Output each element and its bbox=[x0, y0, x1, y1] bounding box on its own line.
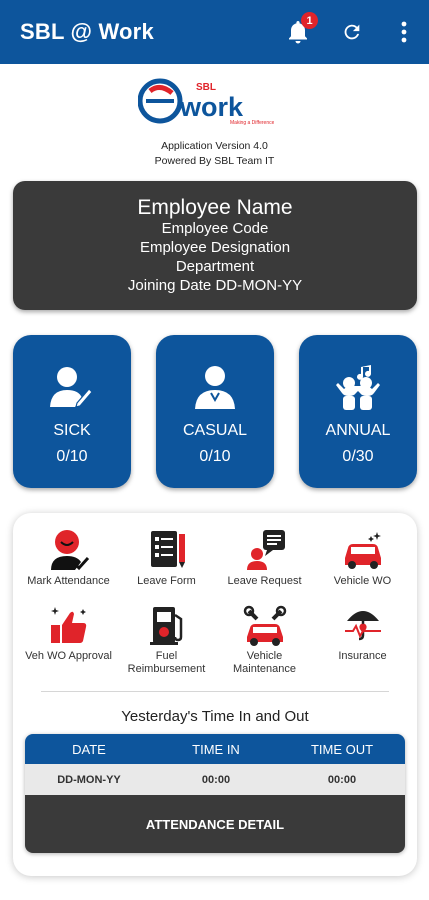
leave-value-sick: 0/10 bbox=[56, 448, 88, 465]
menu-vehicle-maintenance[interactable] bbox=[214, 603, 315, 676]
attendance-detail-button[interactable]: ATTENDANCE DETAIL bbox=[25, 795, 405, 853]
leave-card-casual[interactable] bbox=[156, 335, 274, 488]
fuel-pump-icon bbox=[145, 603, 189, 647]
menu-leave-form[interactable] bbox=[116, 528, 217, 588]
menu-panel bbox=[13, 513, 417, 876]
employee-department: Department bbox=[175, 258, 255, 275]
leave-label-sick: SICK bbox=[53, 422, 91, 439]
leave-request-icon bbox=[243, 528, 287, 572]
powered-by: Powered By SBL Team IT bbox=[154, 155, 275, 167]
menu-label: Leave Form bbox=[137, 575, 196, 587]
sick-person-icon bbox=[47, 363, 97, 413]
employee-joining-date: Joining Date DD-MON-YY bbox=[127, 277, 303, 294]
cell-time-out: 00:00 bbox=[327, 773, 357, 786]
employee-code: Employee Code bbox=[161, 220, 269, 237]
menu-label: Vehicle WO bbox=[333, 575, 392, 587]
leave-card-annual[interactable] bbox=[299, 335, 417, 488]
menu-label: Fuel Reimbursement bbox=[127, 650, 206, 675]
sbl-work-logo bbox=[138, 76, 274, 128]
leave-form-icon bbox=[145, 528, 189, 572]
app-version: Application Version 4.0 bbox=[161, 140, 268, 152]
logo-brand-word: work bbox=[180, 92, 244, 122]
menu-fuel-reimbursement[interactable] bbox=[116, 603, 217, 676]
mark-attendance-icon bbox=[47, 528, 91, 572]
refresh-button[interactable] bbox=[325, 0, 379, 64]
car-wrench-icon bbox=[243, 603, 287, 647]
menu-label: Mark Attendance bbox=[27, 575, 110, 587]
menu-leave-request[interactable] bbox=[214, 528, 315, 588]
time-in-out-title: Yesterday's Time In and Out bbox=[121, 708, 309, 725]
employee-designation: Employee Designation bbox=[139, 239, 291, 256]
app-bar-actions bbox=[271, 0, 429, 64]
header-date: DATE bbox=[72, 741, 106, 757]
notification-badge: 1 bbox=[301, 12, 318, 29]
employee-name: Employee Name bbox=[137, 196, 293, 219]
menu-veh-wo-approval[interactable] bbox=[18, 603, 119, 663]
casual-person-icon bbox=[190, 363, 240, 413]
refresh-icon bbox=[341, 21, 363, 43]
cell-date: DD-MON-YY bbox=[57, 773, 121, 786]
overflow-menu-button[interactable] bbox=[379, 0, 429, 64]
menu-insurance[interactable] bbox=[312, 603, 413, 663]
app-title: SBL @ Work bbox=[20, 19, 154, 44]
leave-value-casual: 0/10 bbox=[199, 448, 231, 465]
logo-tagline: Making a Difference bbox=[230, 120, 274, 126]
menu-label: Insurance bbox=[338, 650, 387, 662]
employee-card bbox=[13, 181, 417, 310]
leave-label-casual: CASUAL bbox=[182, 422, 248, 439]
menu-label: Veh WO Approval bbox=[25, 650, 112, 662]
logo-brand-small: SBL bbox=[196, 82, 216, 93]
more-vert-icon bbox=[401, 21, 407, 43]
branding-area bbox=[0, 72, 429, 172]
menu-label: Vehicle Maintenance bbox=[233, 650, 296, 675]
vehicle-wo-icon bbox=[341, 528, 385, 572]
table-row bbox=[25, 764, 405, 795]
leave-value-annual: 0/30 bbox=[342, 448, 374, 465]
app-bar bbox=[0, 0, 429, 64]
menu-label: Leave Request bbox=[227, 575, 302, 587]
attendance-table-header bbox=[25, 734, 405, 764]
annual-celebrate-icon bbox=[333, 363, 383, 413]
menu-mark-attendance[interactable] bbox=[18, 528, 119, 588]
attendance-table bbox=[25, 734, 405, 853]
leave-card-sick[interactable] bbox=[13, 335, 131, 488]
header-time-out: TIME OUT bbox=[310, 741, 374, 757]
umbrella-heart-icon bbox=[341, 603, 385, 647]
thumbs-up-icon bbox=[47, 603, 91, 647]
leave-label-annual: ANNUAL bbox=[325, 422, 391, 439]
header-time-in: TIME IN bbox=[192, 741, 240, 757]
notifications-button[interactable] bbox=[271, 0, 325, 64]
cell-time-in: 00:00 bbox=[201, 773, 231, 786]
section-divider bbox=[41, 691, 389, 692]
menu-vehicle-wo[interactable] bbox=[312, 528, 413, 588]
